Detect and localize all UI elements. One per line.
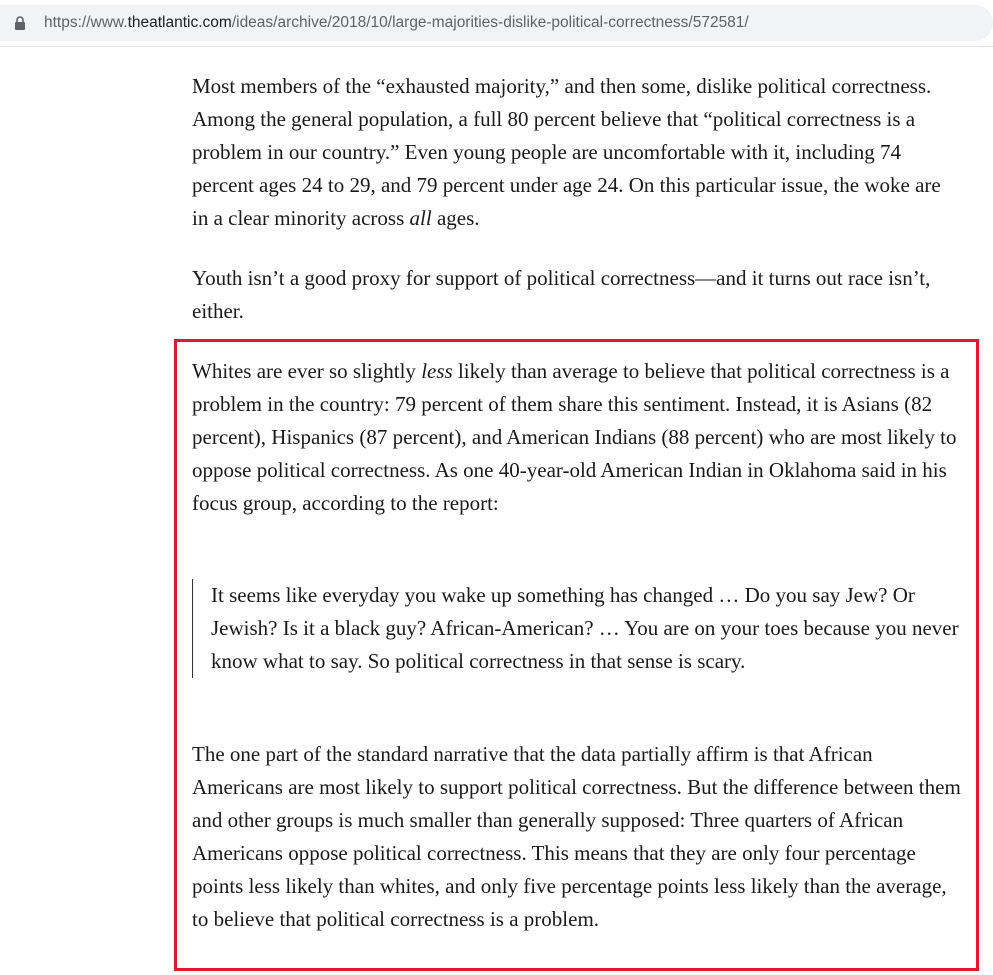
url-text[interactable] [44, 14, 749, 32]
url-prefix: https://www. [44, 14, 128, 31]
paragraph-youth-proxy [192, 262, 962, 328]
paragraph-3-end: likely than average to believe that political correctness is a problem in the country: 79 percent of them share this sentiment. Instead, it is Asians (82 percent), Hispanics (87 percent), and American Indians (88 percent) who are most likely to oppose political correctness. As one 40-year-old American Indian in Oklahoma said in his focus group, according to the report: [192, 359, 957, 515]
paragraph-exhausted-majority [192, 70, 962, 235]
paragraph-3-emphasis: less [421, 359, 453, 383]
paragraph-2-text: Youth isn’t a good proxy for support of political correctness—and it turns out race isn’t, either. [192, 266, 931, 323]
lock-icon[interactable] [14, 16, 26, 30]
paragraph-1-text: Most members of the “exhausted majority,” and then some, dislike political correctness. Among the general population, a full 80 percent believe that “political correctness is a problem in our country.” Even young people are uncomfortable with it, including 74 percent ages 24 to 29, and 79 percent under age 24. On this particular issue, the woke are in a clear minority across [192, 74, 941, 230]
url-path: /ideas/archive/2018/10/large-majorities-dislike-political-correctness/572581/ [231, 14, 749, 31]
browser-address-bar [0, 0, 993, 47]
paragraph-1-emphasis: all [409, 206, 432, 230]
blockquote-text: It seems like everyday you wake up something has changed … Do you say Jew? Or Jewish? Is it a black guy? African-American? … You are on your toes because you never know what to say. So political correctness in that sense is scary. [211, 583, 959, 673]
url-field[interactable] [0, 5, 993, 41]
paragraph-4-text: The one part of the standard narrative that the data partially affirm is that African Americans are most likely to support political correctness. But the difference between them and other groups is much smaller than generally supposed: Three quarters of African Americans oppose political correctness. This means that they are only four percentage points less likely than whites, and only five percentage points less likely than the average, to believe that political correctness is a problem. [192, 742, 961, 931]
paragraph-3-start: Whites are ever so slightly [192, 359, 422, 383]
paragraph-whites-likely [192, 355, 962, 520]
blockquote [192, 579, 962, 678]
paragraph-african-americans [192, 738, 962, 936]
url-host: theatlantic.com [127, 14, 232, 31]
paragraph-1-end: ages. [431, 206, 480, 230]
